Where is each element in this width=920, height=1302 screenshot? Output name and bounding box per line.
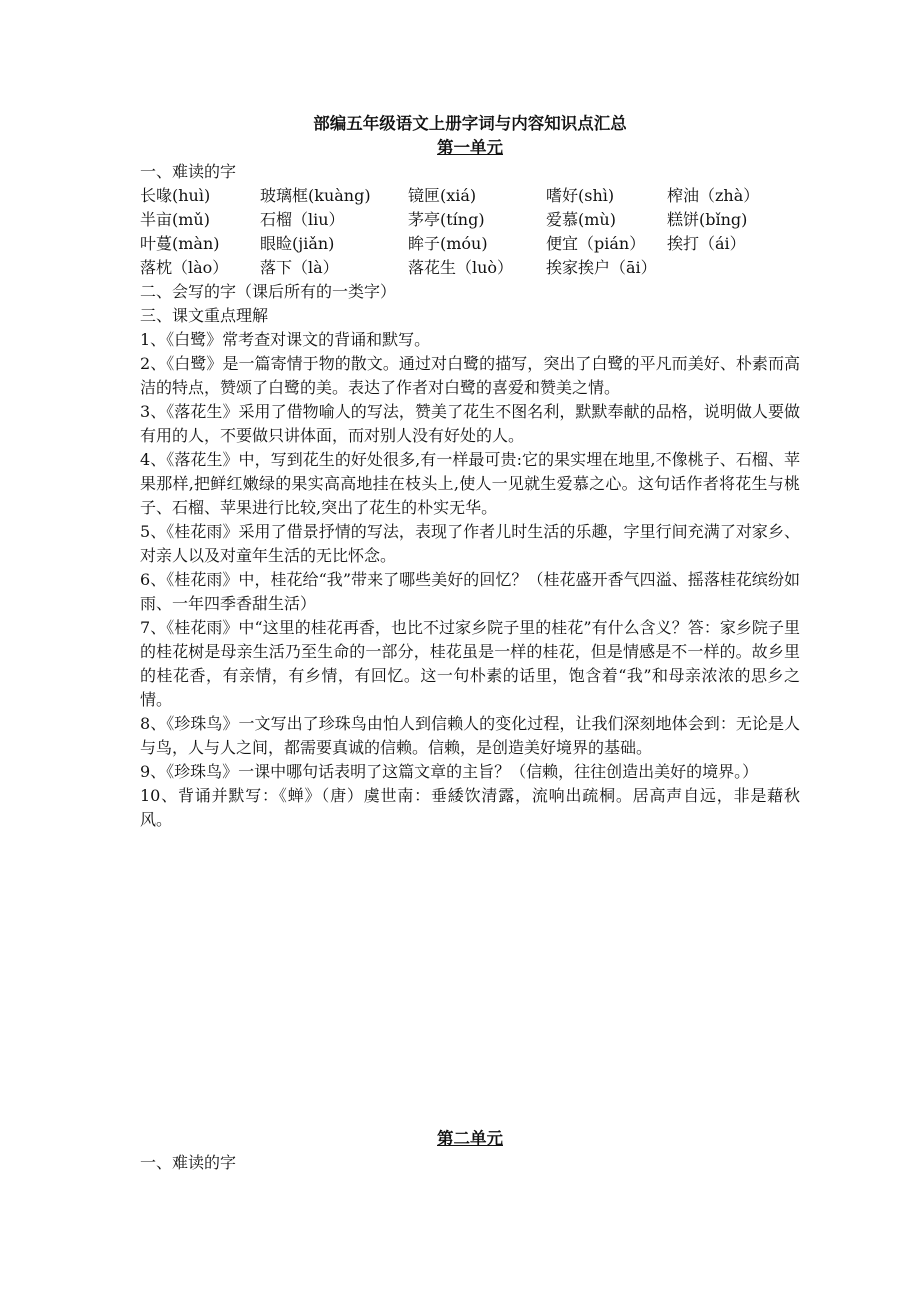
char-item: 挨打（ái） xyxy=(667,234,746,253)
unit-1-section-key-points: 三、课文重点理解 xyxy=(140,306,269,325)
hard-chars-grid xyxy=(140,184,800,280)
char-item: 茅亭(tíng) xyxy=(408,210,485,229)
char-item: 长喙(huì) xyxy=(140,186,211,205)
unit-2-title: 第二单元 xyxy=(437,1129,503,1148)
key-point-paragraph: 4、《落花生》中，写到花生的好处很多,有一样最可贵:它的果实埋在地里,不像桃子、石榴、苹果那样,把鲜红嫩绿的果实高高地挂在枝头上,使人一见就生爱慕之心。这句话作者将花生与桃子、石榴、苹果进行比较,突出了花生的朴实无华。 xyxy=(140,450,800,517)
char-item: 眼睑(jiǎn) xyxy=(260,234,335,253)
key-point-paragraph: 1、《白鹭》常考查对课文的背诵和默写。 xyxy=(140,330,431,349)
document-title: 部编五年级语文上册字词与内容知识点汇总 xyxy=(313,114,627,133)
char-item: 爱慕(mù) xyxy=(546,210,616,229)
char-item: 嗜好(shì) xyxy=(546,186,615,205)
char-item: 半亩(mǔ) xyxy=(140,210,210,229)
char-item: 眸子(móu) xyxy=(408,234,488,253)
char-item: 叶蔓(màn) xyxy=(140,234,220,253)
key-point-paragraph: 8、《珍珠鸟》一文写出了珍珠鸟由怕人到信赖人的变化过程，让我们深刻地体会到：无论是人与鸟，人与人之间，都需要真诚的信赖。信赖，是创造美好境界的基础。 xyxy=(140,714,800,757)
key-point-paragraph: 2、《白鹭》是一篇寄情于物的散文。通过对白鹭的描写，突出了白鹭的平凡而美好、朴素而高洁的特点，赞颂了白鹭的美。表达了作者对白鹭的喜爱和赞美之情。 xyxy=(140,354,800,397)
key-point-paragraph: 6、《桂花雨》中，桂花给“我”带来了哪些美好的回忆？（桂花盛开香气四溢、摇落桂花缤纷如雨、一年四季香甜生活） xyxy=(140,570,800,613)
char-item: 挨家挨户（āi） xyxy=(546,258,657,277)
key-point-paragraph: 5、《桂花雨》采用了借景抒情的写法，表现了作者儿时生活的乐趣，字里行间充满了对家乡、对亲人以及对童年生活的无比怀念。 xyxy=(140,522,800,565)
char-item: 落花生（luò） xyxy=(408,258,514,277)
char-item: 榨油（zhà） xyxy=(667,186,760,205)
unit-1-title: 第一单元 xyxy=(437,138,503,157)
char-item: 落下（là） xyxy=(260,258,339,277)
char-item: 石榴（liu） xyxy=(260,210,345,229)
key-point-paragraph: 3、《落花生》采用了借物喻人的写法，赞美了花生不图名利，默默奉献的品格，说明做人要做有用的人，不要做只讲体面，而对别人没有好处的人。 xyxy=(140,402,800,445)
char-item: 镜匣(xiá) xyxy=(408,186,477,205)
key-point-paragraph: 7、《桂花雨》中“这里的桂花再香，也比不过家乡院子里的桂花”有什么含义？答：家乡院子里的桂花树是母亲生活乃至生命的一部分，桂花虽是一样的桂花，但是情感是不一样的。故乡里的桂花香，有亲情，有乡情，有回忆。这一句朴素的话里，饱含着“我”和母亲浓浓的思乡之情。 xyxy=(140,618,800,709)
unit-1-section-write-chars: 二、会写的字（课后所有的一类字） xyxy=(140,282,397,301)
char-item: 便宜（pián） xyxy=(546,234,646,253)
key-point-paragraph: 9、《珍珠鸟》一课中哪句话表明了这篇文章的主旨？（信赖，往往创造出美好的境界。） xyxy=(140,762,759,781)
unit-2-section-hard-chars: 一、难读的字 xyxy=(140,1153,237,1172)
key-point-paragraph: 10、背诵并默写：《蝉》（唐）虞世南：垂緌饮清露，流响出疏桐。居高声自远，非是藉秋风。 xyxy=(140,786,800,829)
unit-2-block xyxy=(140,1127,800,1175)
char-item: 落枕（lào） xyxy=(140,258,229,277)
unit-1-section-hard-chars: 一、难读的字 xyxy=(140,162,237,181)
document-page xyxy=(140,112,800,832)
char-item: 糕饼(bǐng) xyxy=(667,210,748,229)
char-item: 玻璃框(kuàng) xyxy=(260,186,371,205)
